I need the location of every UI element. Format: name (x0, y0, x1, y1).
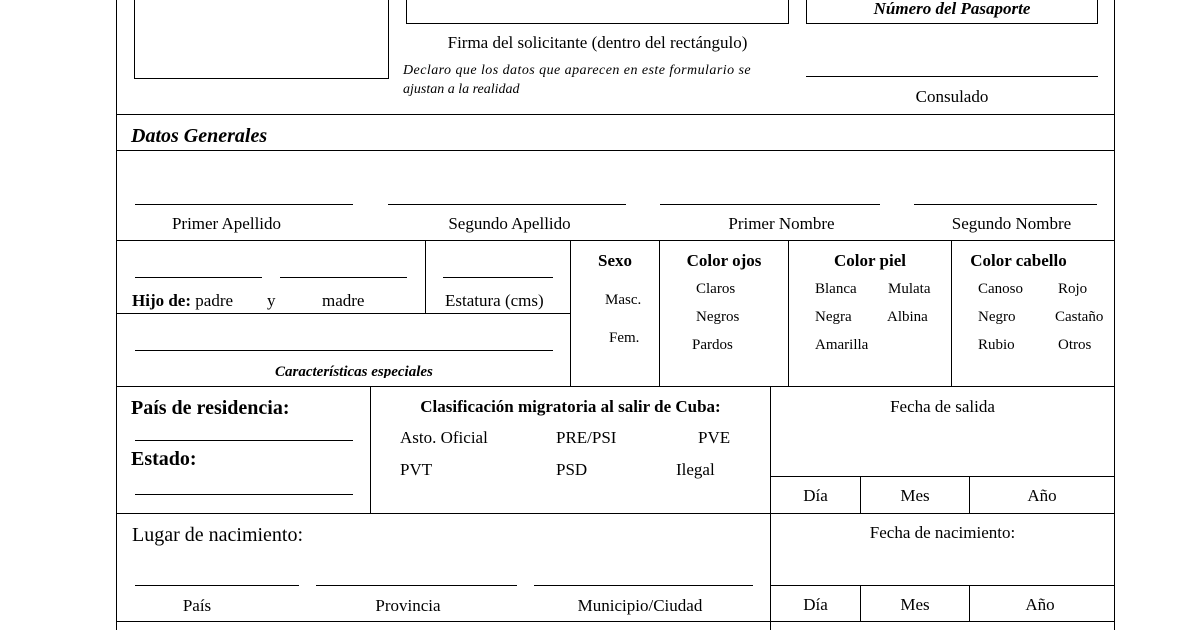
birthdate-month-label[interactable]: Mes (900, 595, 930, 614)
first-surname-label: Primer Apellido (171, 214, 282, 233)
skin-option-mulata[interactable]: Mulata (888, 281, 931, 297)
birthdate-day-label[interactable]: Día (803, 595, 828, 614)
photo-box (134, 0, 389, 79)
divider-height-left (425, 240, 426, 314)
birth-province-label: Provincia (375, 596, 441, 615)
eyes-option-negros[interactable]: Negros (696, 309, 740, 325)
consulate-label: Consulado (915, 87, 989, 106)
and-label: y (267, 291, 276, 310)
consulate-line[interactable] (806, 76, 1098, 77)
hair-option-rubio[interactable]: Rubio (978, 337, 1015, 353)
special-characteristics-label: Características especiales (275, 365, 433, 378)
special-characteristics-line[interactable] (135, 350, 553, 351)
hair-option-canoso[interactable]: Canoso (978, 281, 1023, 297)
migration-option-asto-oficial[interactable]: Asto. Oficial (400, 428, 488, 447)
migration-option-psd[interactable]: PSD (556, 460, 588, 479)
residence-country-line[interactable] (135, 440, 353, 441)
first-name-label: Primer Nombre (728, 214, 835, 233)
mother-label: madre (322, 291, 365, 310)
first-surname-line[interactable] (135, 204, 353, 205)
birth-country-line[interactable] (135, 585, 299, 586)
birth-province-line[interactable] (316, 585, 517, 586)
hair-option-rojo[interactable]: Rojo (1058, 281, 1088, 297)
hair-title: Color cabello (970, 251, 1067, 270)
hair-option-negro[interactable]: Negro (978, 309, 1016, 325)
hair-option-castano[interactable]: Castaño (1055, 309, 1104, 325)
birth-country-label: País (182, 596, 212, 615)
height-label: Estatura (cms) (445, 291, 544, 310)
skin-title: Color piel (834, 251, 906, 270)
skin-option-blanca[interactable]: Blanca (815, 281, 857, 297)
divider-departure-units-top (770, 476, 1115, 477)
sex-option-masc[interactable]: Masc. (605, 292, 642, 308)
departure-year-label[interactable]: Año (1027, 486, 1057, 505)
departure-date-title: Fecha de salida (890, 397, 995, 416)
height-line[interactable] (443, 277, 553, 278)
divider-physical-top (116, 240, 1115, 241)
son-of-label: Hijo de: (132, 291, 192, 310)
second-surname-label: Segundo Apellido (448, 214, 571, 233)
first-name-line[interactable] (660, 204, 880, 205)
passport-number-label: Número del Pasaporte (873, 0, 1031, 18)
second-surname-line[interactable] (388, 204, 626, 205)
son-of-row (132, 292, 233, 309)
birth-municipality-label: Municipio/Ciudad (577, 596, 703, 615)
skin-option-albina[interactable]: Albina (887, 309, 928, 325)
eyes-option-pardos[interactable]: Pardos (692, 337, 733, 353)
skin-option-amarilla[interactable]: Amarilla (815, 337, 869, 353)
birthplace-title: Lugar de nacimiento: (132, 524, 304, 546)
section-title-general: Datos Generales (131, 125, 268, 147)
skin-option-negra[interactable]: Negra (815, 309, 852, 325)
divider-bottom (116, 621, 1115, 622)
migration-option-ilegal[interactable]: Ilegal (676, 460, 715, 479)
second-name-line[interactable] (914, 204, 1097, 205)
declaration-line-1: Declaro que los datos que aparecen en este formulario se (403, 63, 752, 78)
declaration-line-2: ajustan a la realidad (403, 82, 520, 97)
divider-birth-top (116, 513, 1115, 514)
divider-birthdate-units-top (770, 585, 1115, 586)
divider-general-bottom (116, 150, 1115, 151)
migration-option-pvt[interactable]: PVT (400, 460, 433, 479)
divider-parents-bottom (116, 313, 571, 314)
birthdate-year-label[interactable]: Año (1025, 595, 1055, 614)
birth-municipality-line[interactable] (534, 585, 753, 586)
signature-caption: Firma del solicitante (dentro del rectángulo) (447, 33, 748, 52)
eyes-title: Color ojos (686, 251, 762, 270)
migration-title: Clasificación migratoria al salir de Cuba: (420, 397, 721, 416)
sex-option-fem[interactable]: Fem. (609, 330, 640, 346)
residence-state-line[interactable] (135, 494, 353, 495)
father-line[interactable] (135, 277, 262, 278)
migration-option-pre-psi[interactable]: PRE/PSI (556, 428, 617, 447)
eyes-option-claros[interactable]: Claros (696, 281, 736, 297)
residence-country-label: País de residencia: (131, 397, 290, 419)
migration-option-pve[interactable]: PVE (698, 428, 731, 447)
divider-general-top (116, 114, 1115, 115)
sex-title: Sexo (598, 251, 632, 270)
residence-state-label: Estado: (131, 448, 197, 470)
divider-departure-left (770, 386, 771, 630)
departure-day-label[interactable]: Día (803, 486, 828, 505)
departure-month-label[interactable]: Mes (900, 486, 930, 505)
birthdate-title: Fecha de nacimiento: (869, 523, 1016, 542)
form-right-border (1114, 0, 1115, 630)
second-name-label: Segundo Nombre (951, 214, 1072, 233)
signature-box[interactable] (406, 0, 789, 24)
mother-line[interactable] (280, 277, 407, 278)
form-left-border (116, 0, 117, 630)
father-label: padre (195, 291, 234, 310)
hair-option-otros[interactable]: Otros (1058, 337, 1092, 353)
divider-residence-top (116, 386, 1115, 387)
